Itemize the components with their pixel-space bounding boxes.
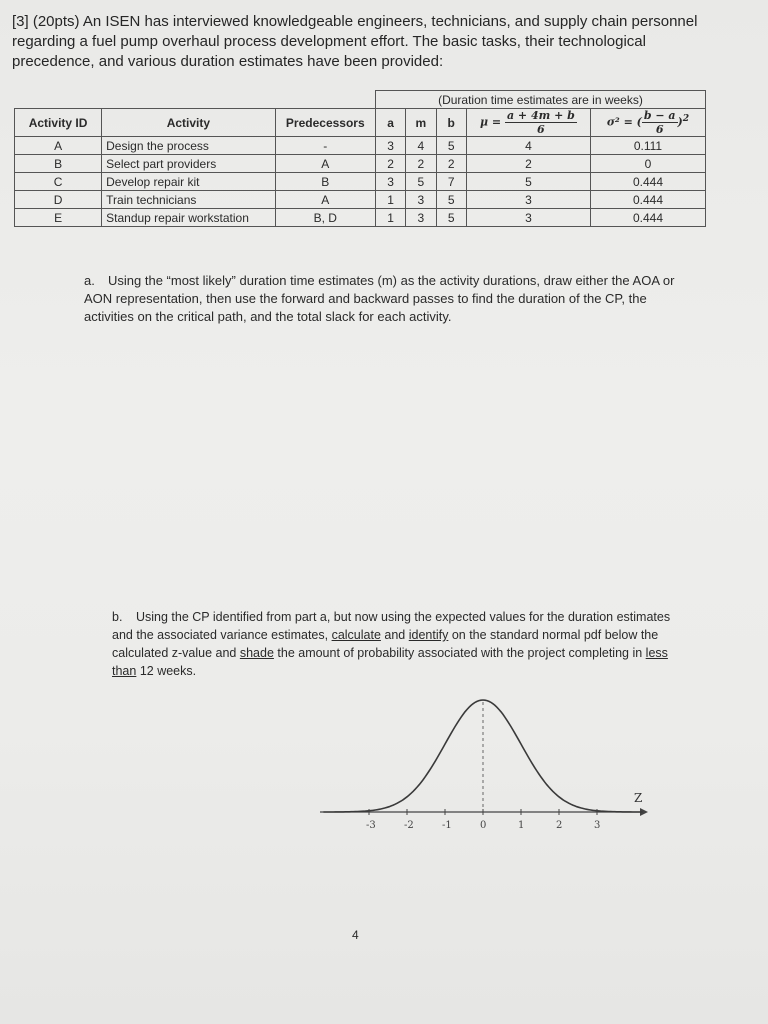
cell-predecessors: -	[275, 137, 375, 155]
word-shade: shade	[239, 646, 274, 660]
cell-variance: 0.444	[590, 209, 705, 227]
col-a: a	[375, 109, 405, 137]
table-row	[15, 155, 706, 173]
problem-statement	[12, 12, 752, 72]
cell-activity: Design the process	[102, 137, 275, 155]
z-tick-label: 1	[518, 820, 525, 831]
cell-variance: 0	[590, 155, 705, 173]
cell-b: 2	[436, 155, 466, 173]
cell-activity-id: A	[15, 137, 102, 155]
cell-mu: 5	[466, 173, 590, 191]
cell-mu: 2	[466, 155, 590, 173]
cell-b: 5	[436, 137, 466, 155]
cell-m: 5	[406, 173, 436, 191]
cell-b: 5	[436, 191, 466, 209]
z-tick-label: -3	[366, 820, 376, 831]
cell-m: 3	[406, 209, 436, 227]
cell-activity-id: E	[15, 209, 102, 227]
cell-predecessors: B, D	[275, 209, 375, 227]
part-b	[112, 608, 682, 680]
var-lhs: σ² =	[606, 115, 633, 129]
part-b-text-5: 12 weeks.	[136, 664, 197, 678]
cell-m: 2	[406, 155, 436, 173]
cell-mu: 4	[466, 137, 590, 155]
problem-line-2: regarding a fuel pump overhaul process development effort. The basic tasks, their technological	[12, 33, 646, 50]
var-denominator: 6	[655, 123, 664, 136]
cell-mu: 3	[466, 191, 590, 209]
duration-header: (Duration time estimates are in weeks)	[375, 91, 705, 109]
cell-predecessors: A	[275, 191, 375, 209]
part-b-text-4: the amount of probability associated with the project completing in	[273, 646, 646, 660]
word-calculate: calculate	[331, 628, 381, 642]
cell-variance: 0.444	[590, 173, 705, 191]
cell-m: 3	[406, 191, 436, 209]
cell-activity: Select part providers	[102, 155, 275, 173]
part-b-text-1: Using the CP identified from part a, but now using the expected values for the duration estimates and the associated variance estimates,	[112, 610, 671, 642]
activity-table	[14, 90, 706, 227]
z-tick-label: 2	[556, 820, 563, 831]
col-m: m	[406, 109, 436, 137]
cell-m: 4	[406, 137, 436, 155]
problem-line-1: [3] (20pts) An ISEN has interviewed knowledgeable engineers, technicians, and supply chain personnel	[12, 13, 698, 30]
cell-activity: Train technicians	[102, 191, 275, 209]
mu-lhs: μ =	[479, 115, 502, 129]
cell-b: 7	[436, 173, 466, 191]
cell-a: 3	[375, 173, 405, 191]
cell-a: 1	[375, 191, 405, 209]
page-number: 4	[352, 928, 359, 942]
z-axis-label: Z	[634, 791, 643, 805]
cell-a: 3	[375, 137, 405, 155]
col-b: b	[436, 109, 466, 137]
part-b-text-2: and	[380, 628, 409, 642]
problem-line-3: precedence, and various duration estimates have been provided:	[12, 53, 444, 70]
var-exponent: 2	[682, 112, 690, 124]
part-a-label: a.	[84, 273, 95, 288]
cell-b: 5	[436, 209, 466, 227]
z-tick-label: -2	[404, 820, 414, 831]
word-less-than: less than	[112, 646, 668, 678]
part-a	[84, 272, 684, 326]
cell-activity: Develop repair kit	[102, 173, 275, 191]
word-identify: identify	[408, 628, 449, 642]
z-tick-label: -1	[442, 820, 452, 831]
var-numerator: b − a	[643, 109, 676, 122]
cell-predecessors: B	[275, 173, 375, 191]
cell-activity-id: C	[15, 173, 102, 191]
table-row	[15, 209, 706, 227]
var-fraction	[642, 109, 678, 136]
normal-curve-svg	[300, 690, 660, 850]
col-predecessors: Predecessors	[275, 109, 375, 137]
part-a-text: Using the “most likely” duration time estimates (m) as the activity durations, draw either the AOA or AON representation, then use the forward and backward passes to find the duration of the CP, the activities on the critical path, and the total slack for each activity.	[84, 273, 675, 324]
cell-a: 2	[375, 155, 405, 173]
cell-activity-id: B	[15, 155, 102, 173]
cell-variance: 0.444	[590, 191, 705, 209]
z-tick-label: 0	[480, 820, 487, 831]
part-b-label: b.	[112, 610, 123, 624]
table-row	[15, 137, 706, 155]
mu-numerator: a + 4m + b	[506, 109, 575, 122]
part-b-text-3: on the standard normal pdf below the calculated z-value and	[112, 628, 659, 660]
col-activity: Activity	[102, 109, 275, 137]
activity-table-container	[14, 90, 706, 227]
mu-fraction	[505, 109, 577, 136]
col-variance-formula: σ² = ( $\frac{b - a}{6}$ )$^2$	[590, 109, 705, 137]
mu-denominator: 6	[537, 123, 545, 136]
cell-activity-id: D	[15, 191, 102, 209]
cell-predecessors: A	[275, 155, 375, 173]
standard-normal-plot	[300, 690, 660, 850]
cell-variance: 0.111	[590, 137, 705, 155]
cell-mu: 3	[466, 209, 590, 227]
col-activity-id: Activity ID	[15, 109, 102, 137]
table-row	[15, 173, 706, 191]
cell-activity: Standup repair workstation	[102, 209, 275, 227]
col-mu-formula	[466, 109, 590, 137]
z-tick-label: 3	[594, 820, 601, 831]
table-row	[15, 191, 706, 209]
cell-a: 1	[375, 209, 405, 227]
